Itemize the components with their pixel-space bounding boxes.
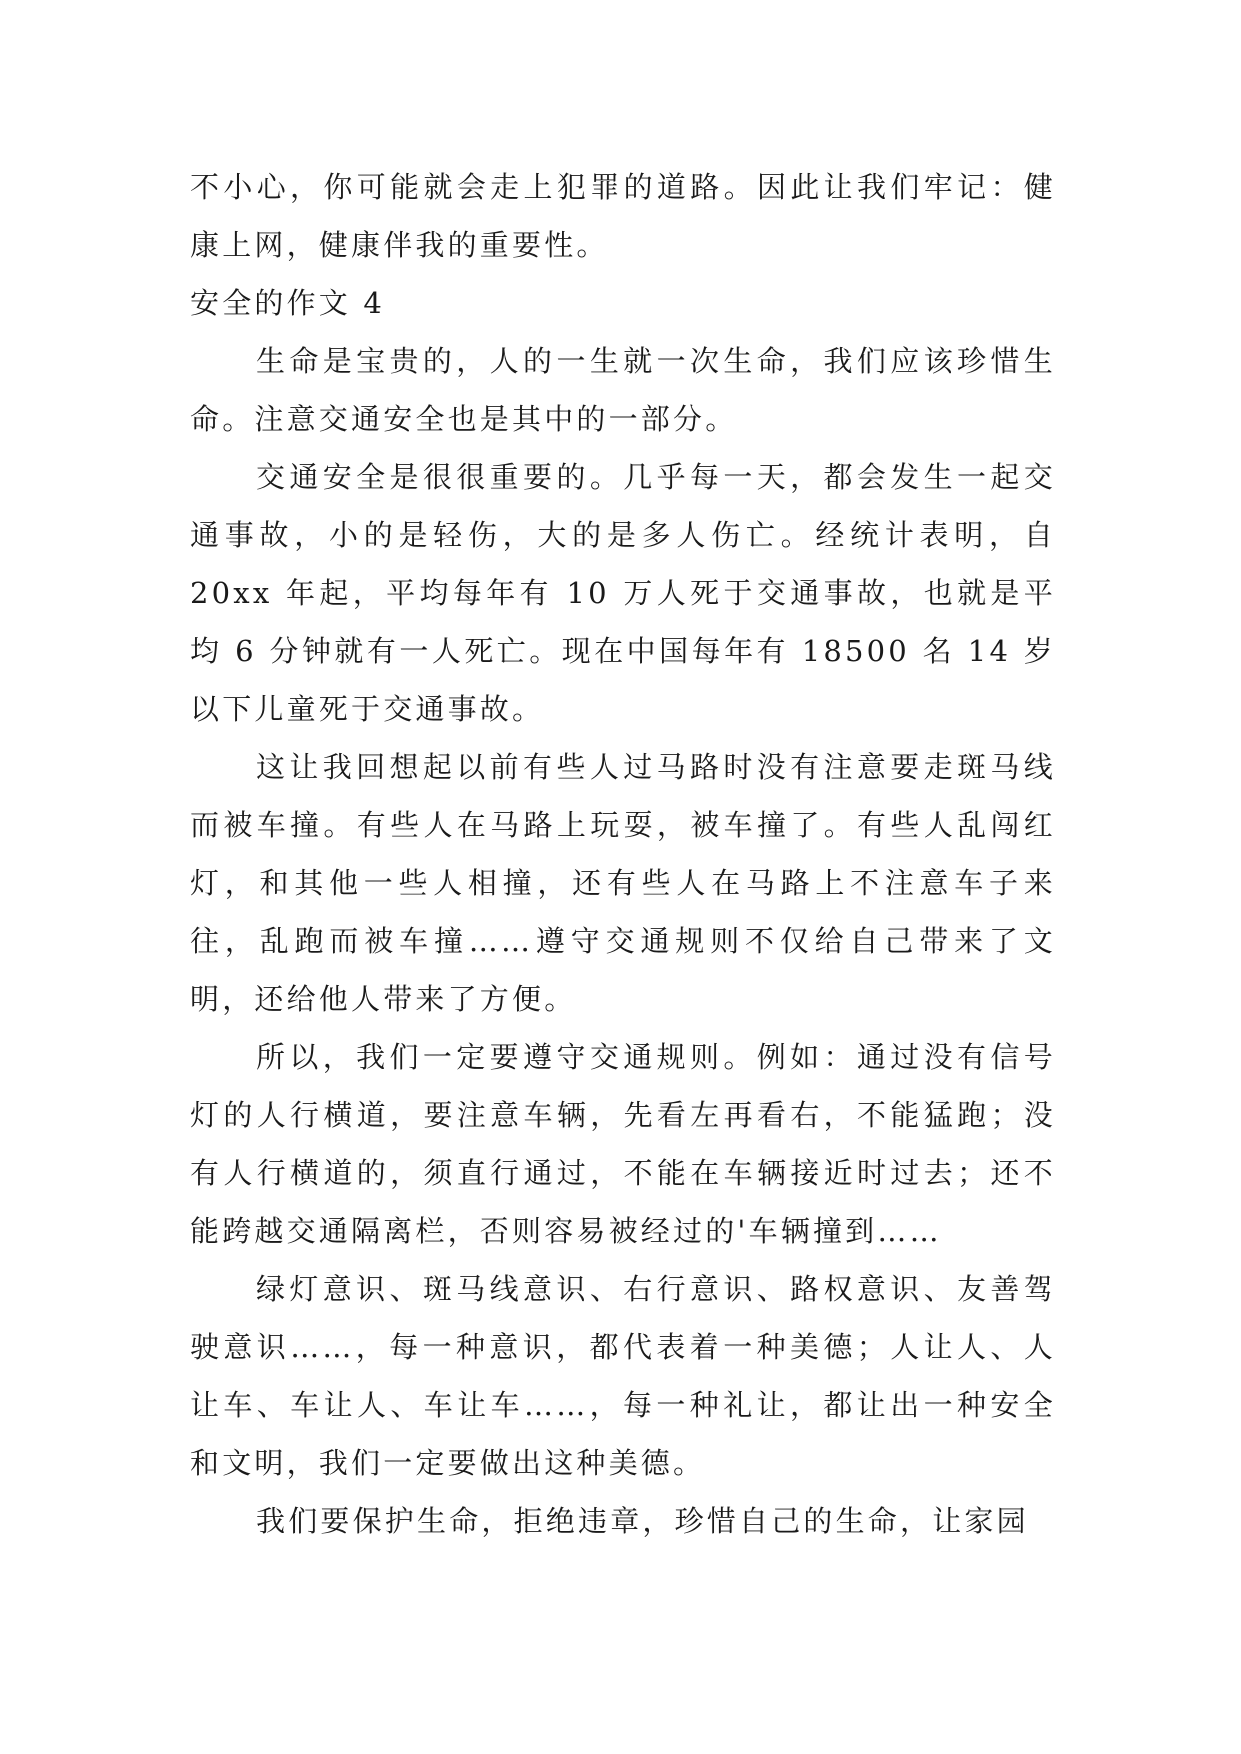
paragraph: 这让我回想起以前有些人过马路时没有注意要走斑马线而被车撞。有些人在马路上玩耍，被车撞了。有些人乱闯红灯，和其他一些人相撞，还有些人在马路上不注意车子来往，乱跑而被车撞……遵守交通规则不仅给自己带来了文明，还给他人带来了方便。 — [190, 750, 1056, 1016]
paragraph: 交通安全是很很重要的。几乎每一天，都会发生一起交通事故，小的是轻伤，大的是多人伤亡。经统计表明，自 20xx 年起，平均每年有 10 万人死于交通事故，也就是平均 6 分钟就有一人死亡。现在中国每年有 18500 名 14 岁以下儿童死于交通事故。 — [190, 460, 1056, 726]
document-body — [190, 158, 1056, 1550]
paragraph: 我们要保护生命，拒绝违章，珍惜自己的生命，让家园 — [256, 1504, 1029, 1538]
paragraph-continuation: 不小心，你可能就会走上犯罪的道路。因此让我们牢记：健康上网，健康伴我的重要性。 — [190, 170, 1056, 262]
paragraph: 生命是宝贵的，人的一生就一次生命，我们应该珍惜生命。注意交通安全也是其中的一部分。 — [190, 344, 1056, 436]
paragraph: 所以，我们一定要遵守交通规则。例如：通过没有信号灯的人行横道，要注意车辆，先看左再看右，不能猛跑；没有人行横道的，须直行通过，不能在车辆接近时过去；还不能跨越交通隔离栏，否则容易被经过的'车辆撞到…… — [190, 1040, 1056, 1248]
paragraph: 绿灯意识、斑马线意识、右行意识、路权意识、友善驾驶意识……，每一种意识，都代表着一种美德；人让人、人让车、车让人、车让车……，每一种礼让，都让出一种安全和文明，我们一定要做出这种美德。 — [190, 1272, 1056, 1480]
essay-heading: 安全的作文 4 — [190, 286, 386, 320]
